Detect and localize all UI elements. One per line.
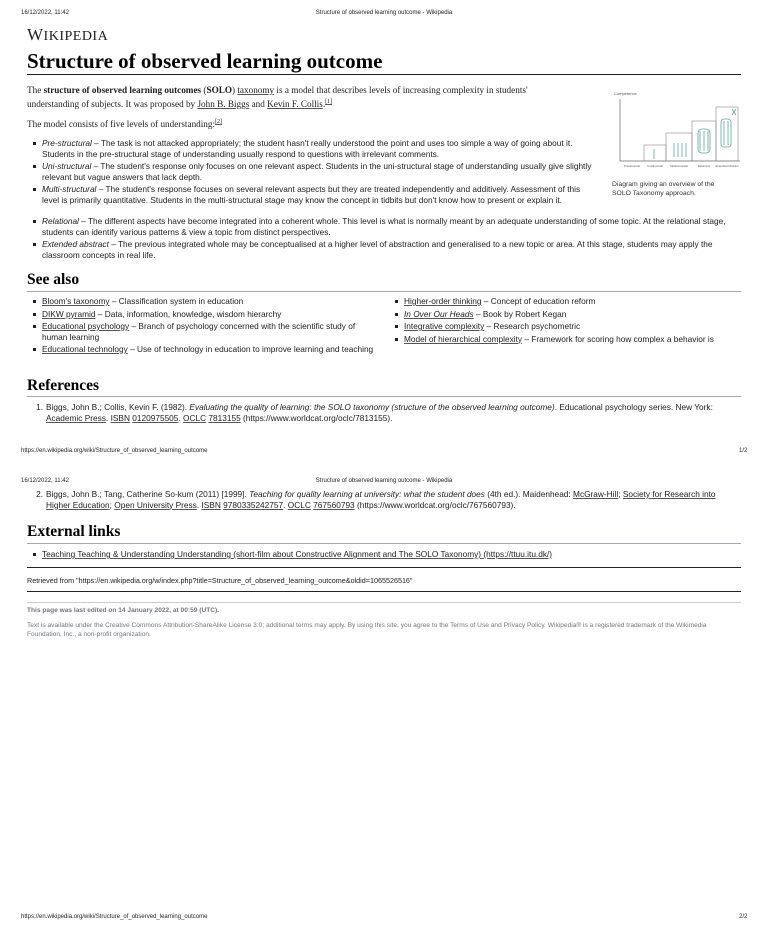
see-also-heading: See also xyxy=(27,271,80,288)
wikipedia-wordmark[interactable]: WIKIPEDIA xyxy=(27,25,109,44)
diagram-relational-marks xyxy=(698,129,710,153)
diagram-step-uni xyxy=(644,145,666,161)
title-rule xyxy=(27,74,741,75)
footer-rule xyxy=(27,602,741,603)
see-also-item: DIKW pyramid – Data, information, knowledge, wisdom hierarchy xyxy=(27,309,382,320)
page-number: 1/2 xyxy=(739,448,748,454)
see-also-rule xyxy=(27,291,741,292)
external-link-item: Teaching Teaching & Understanding Understanding (short-film about Constructive Alignment and The SOLO Taxonomy) (https://ttuu.itu.dk/) xyxy=(27,549,741,560)
levels-intro: The model consists of five levels of understanding:[2] xyxy=(27,119,223,130)
level-item: Multi-structural – The student's response focuses on several relevant aspects but they are treated independently and additively. Assessment of this level is primarily quantitative. Students in the multi-structural stage may know the concept in tidbits but don't know how to present or explain it. xyxy=(27,184,597,205)
print-title-page2: Structure of observed learning outcome - Wikipedia xyxy=(315,478,453,484)
see-also-left-list xyxy=(27,296,382,357)
license-text: Text is available under the Creative Commons Attribution-ShareAlike License 3.0; additional terms may apply. By using this site, you agree to the Terms of Use and Privacy Policy. Wikipedia® is a registered trademark of the Wikimedia Foundation, Inc., a non-profit organization. xyxy=(27,622,707,638)
references-heading: References xyxy=(27,377,100,394)
ref-1-link[interactable]: [1] xyxy=(325,99,333,105)
see-also-item: Bloom's taxonomy – Classification system in education xyxy=(27,296,382,307)
reference-2: 2. Biggs, John B.; Tang, Catherine So-kum (2011) [1999]. Teaching for quality learning at university: what the student does (4th ed.). Maidenhead: McGraw-Hill; Society for Research into Higher Education; Open University Press. ISBN 9780335242757. OCLC 767560793 (https://www.worldcat.org/oclc/767560793). xyxy=(36,489,716,510)
print-date-page2: 16/12/2022, 11:42 xyxy=(21,478,69,484)
level-item: Relational – The different aspects have become integrated into a coherent whole. This level is what is normally meant by an adequate understanding of some topic. At the relational stage, students can identify various patterns & view a topic from distinct perspectives. xyxy=(27,216,741,237)
levels-list xyxy=(27,138,597,207)
diagram-label-prestructural: Prestructural xyxy=(624,164,640,168)
print-url-page2: https://en.wikipedia.org/wiki/Structure_of_observed_learning_outcome xyxy=(21,914,208,920)
see-also-item: Model of hierarchical complexity – Framework for scoring how complex a behavior is xyxy=(389,334,741,345)
retrieved-bottom-rule xyxy=(27,591,741,592)
page-number-page2: 2/2 xyxy=(739,914,748,920)
diagram-label-unistructural: Unistructural xyxy=(647,164,663,168)
link-john-biggs[interactable]: John B. Biggs xyxy=(197,99,250,110)
print-date: 16/12/2022, 11:42 xyxy=(21,10,69,16)
page-title: Structure of observed learning outcome xyxy=(27,49,383,73)
external-links-list xyxy=(27,549,741,562)
link-taxonomy[interactable]: taxonomy xyxy=(237,85,275,95)
see-also-right-list xyxy=(389,296,741,346)
see-also-item: Higher-order thinking – Concept of education reform xyxy=(389,296,741,307)
diagram-multi-marks xyxy=(674,143,686,157)
diagram-step-extended xyxy=(716,107,738,161)
references-rule xyxy=(27,396,741,397)
level-item: Uni-structural – The student's response only focuses on one relevant aspect. Students in the uni-structural stage of understanding usually give slightly relevant but vague answers that lack depth. xyxy=(27,161,597,182)
diagram-label-relational: Relational xyxy=(697,164,711,168)
diagram-label-multistructural: Multistructural xyxy=(670,164,688,168)
diagram-y-label: Competence xyxy=(614,91,637,96)
see-also-item: In Over Our Heads – Book by Robert Kegan xyxy=(389,309,741,320)
retrieved-top-rule xyxy=(27,567,741,568)
diagram-step-multi xyxy=(666,133,692,161)
level-item: Pre-structural – The task is not attacked appropriately; the student hasn't really understood the point and uses too simple a way of going about it. Students in the pre-structural stage of understanding usually respond to questions with irrelevant comments. xyxy=(27,138,597,159)
solo-diagram-image[interactable] xyxy=(612,87,744,173)
diagram-label-extended-abstract: Extended Abstract xyxy=(715,164,739,168)
diagram-extended-marks xyxy=(721,109,736,147)
level-item: Extended abstract – The previous integrated whole may be conceptualised at a higher level of abstraction and generalised to a new topic or area. At this stage, students may apply the classroom concepts in real life. xyxy=(27,239,741,260)
reference-1: 1. Biggs, John B.; Collis, Kevin F. (1982). Evaluating the quality of learning: the SOLO taxonomy (structure of the observed learning outcome). Educational psychology series. New York: Academic Press. ISBN 0120975505. OCLC 7813155 (https://www.worldcat.org/oclc/7813155). xyxy=(36,402,713,423)
retrieved-from: Retrieved from "https://en.wikipedia.org/w/index.php?title=Structure_of_observed_learning_outcome&oldid=1065526516" xyxy=(27,576,413,585)
external-links-rule xyxy=(27,543,741,544)
see-also-item: Educational psychology – Branch of psychology concerned with the scientific study of human learning xyxy=(27,321,382,342)
see-also-item: Educational technology – Use of technology in education to improve learning and teaching xyxy=(27,344,382,355)
link-kevin-collis[interactable]: Kevin F. Collis xyxy=(267,99,323,110)
levels-list-continued xyxy=(27,216,741,262)
see-also-item: Integrative complexity – Research psychometric xyxy=(389,321,741,332)
external-links-heading: External links xyxy=(27,523,121,540)
print-url: https://en.wikipedia.org/wiki/Structure_of_observed_learning_outcome xyxy=(21,448,208,454)
solo-diagram-figure[interactable] xyxy=(612,87,744,197)
intro-paragraph: The structure of observed learning outcomes (SOLO) taxonomy is a model that describes levels of increasing complexity in students' understanding of subjects. It was proposed by John B. Biggs and Kevin F. Collis.[1] xyxy=(27,85,528,110)
diagram-caption: Diagram giving an overview of the SOLO Taxonomy approach. xyxy=(612,181,715,198)
last-edited: This page was last edited on 14 January 2022, at 00:59 (UTC). xyxy=(27,607,220,614)
print-title: Structure of observed learning outcome - Wikipedia xyxy=(315,10,453,16)
ref-2-link[interactable]: [2] xyxy=(215,119,223,125)
